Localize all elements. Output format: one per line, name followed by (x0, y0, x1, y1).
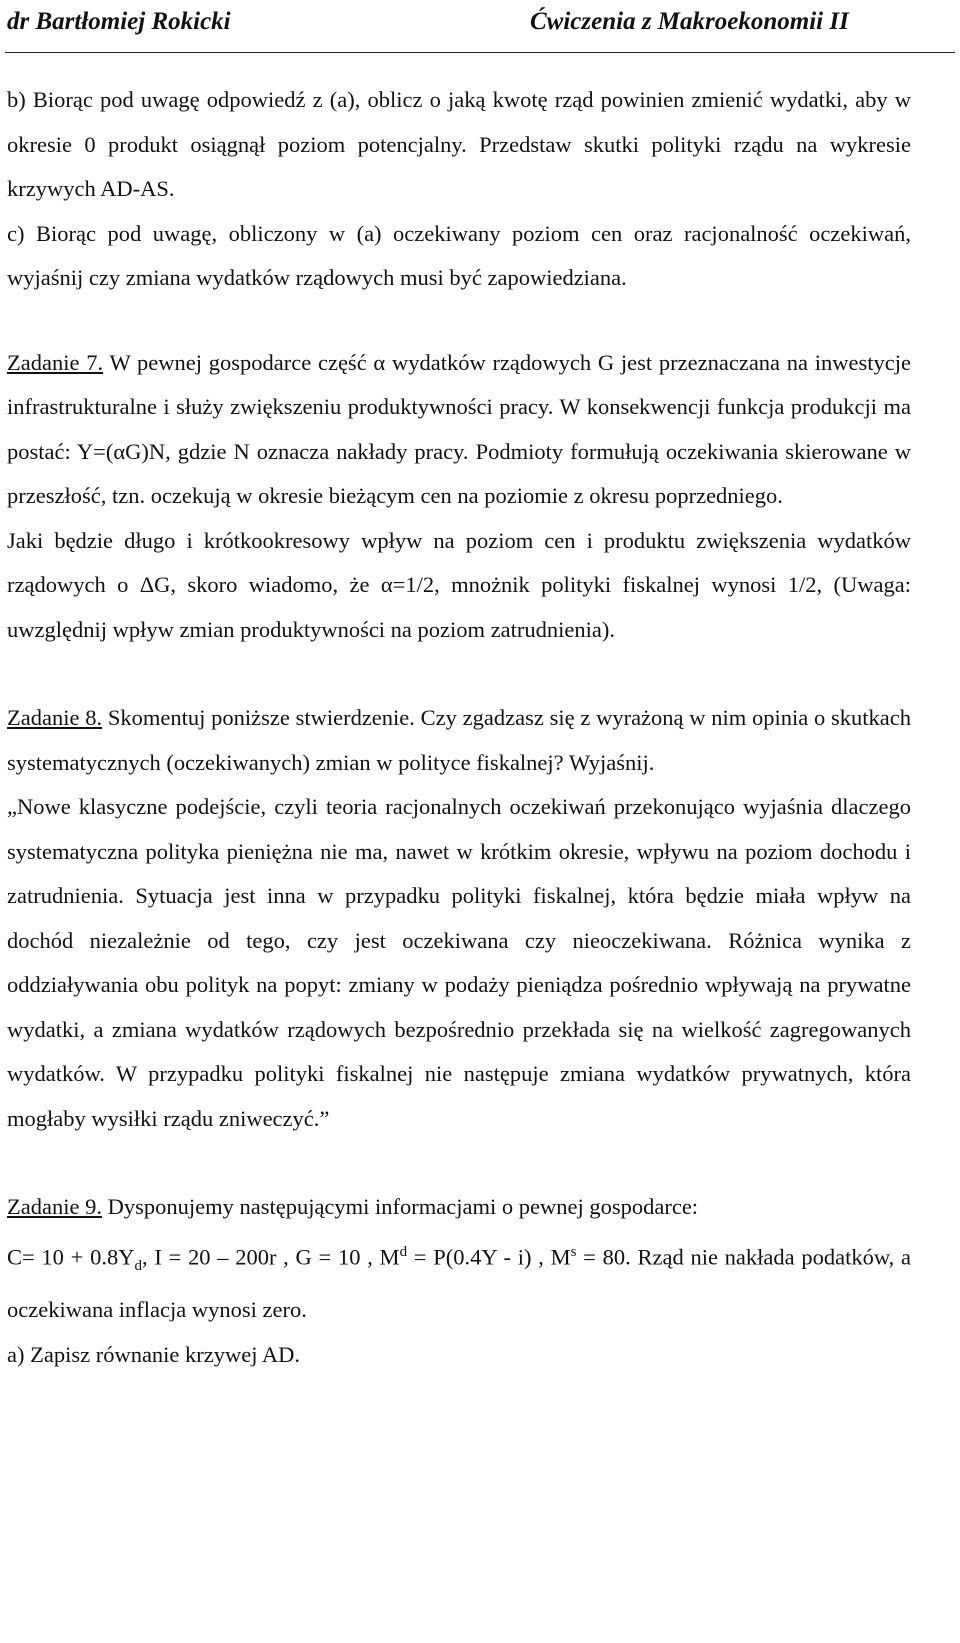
task7-label: Zadanie 7. (7, 349, 104, 375)
money-supply-superscript: s (570, 1243, 577, 1260)
money-demand-superscript: d (399, 1243, 408, 1260)
task8-intro-text: Skomentuj poniższe stwierdzenie. Czy zgadzasz się z wyrażoną w nim opinia o skutkach systematycznych (oczekiwanych) zmian w polityce fiskalnej? Wyjaśnij. (7, 705, 912, 775)
investment-government-equations: , I = 20 – 200r , G = 10 , M (141, 1244, 400, 1269)
disposable-income-subscript: d (134, 1257, 142, 1274)
page-header (0, 8, 960, 48)
task7-intro-text: W pewnej gospodarce część α wydatków rządowych G jest przeznaczana na inwestycje infrastrukturalne i służy zwiększeniu produktywności pracy. W konsekwencji funkcja produkcji ma postać: Y=(αG)N, gdzie N oznacza nakłady pracy. Podmioty formułują oczekiwania skierowane w przeszłość, tzn. oczekują w okresie bieżącym cen na poziomie z okresu poprzedniego. (7, 349, 912, 508)
task6-part-c: c) Biorąc pod uwagę, obliczony w (a) oczekiwany poziom cen oraz racjonalność oczekiwań, wyjaśnij czy zmiana wydatków rządowych musi być zapowiedziana. (7, 220, 911, 290)
header-author: dr Bartłomiej Rokicki (7, 8, 231, 35)
header-course-title: Ćwiczenia z Makroekonomii II (530, 8, 849, 35)
task9-intro-text: Dysponujemy następującymi informacjami o pewnej gospodarce: (107, 1194, 699, 1219)
task8-quote: „Nowe klasyczne podejście, czyli teoria racjonalnych oczekiwań przekonująco wyjaśnia dlaczego systematyczna polityka pieniężna nie ma, nawet w krótkim okresie, wpływu na poziom dochodu i zatrudnienia. Sytuacja jest inna w przypadku polityki fiskalnej, która będzie miała wpływ na dochód niezależnie od tego, czy jest oczekiwana czy nieoczekiwana. Różnica wynika z oddziaływania obu polityk na popyt: zmiany w podaży pieniądza pośrednio wpływają na prywatne wydatki, a zmiana wydatków rządowych bezpośrednio przekłada się na wielkość zagregowanych wydatków. W przypadku polityki fiskalnej nie następuje zmiana wydatków prywatnych, która mogłaby wysiłki rządu zniweczyć.” (7, 794, 911, 1131)
spacer (7, 301, 911, 341)
task9-assumptions: Rząd nie nakłada podatków, a oczekiwana inflacja wynosi zero. (7, 1244, 911, 1322)
task8-intro-paragraph (7, 696, 911, 785)
header-divider (5, 52, 955, 53)
task9-label: Zadanie 9. (7, 1194, 102, 1219)
spacer (7, 652, 911, 696)
task9-intro-paragraph (7, 1185, 911, 1230)
task6-part-b: b) Biorąc pod uwagę odpowiedź z (a), oblicz o jaką kwotę rząd powinien zmienić wydatki, aby w okresie 0 produkt osiągnął poziom potencjalny. Przedstaw skutki polityki rządu na wykresie krzywych AD-AS. (7, 87, 911, 201)
task8-label: Zadanie 8. (7, 705, 103, 730)
money-supply-equation: = 80. (576, 1244, 631, 1269)
task9-part-a: a) Zapisz równanie krzywej AD. (7, 1341, 301, 1367)
consumption-equation: C= 10 + 0.8Y (7, 1244, 135, 1269)
spacer (7, 1141, 911, 1185)
task7-intro-paragraph (7, 341, 911, 519)
task7-question: Jaki będzie długo i krótkookresowy wpływ na poziom cen i produktu zwiększenia wydatków rządowych o ΔG, skoro wiadomo, że α=1/2, mnożnik polityki fiskalnej wynosi 1/2, (Uwaga: uwzględnij wpływ zmian produktywności na poziom zatrudnienia). (7, 527, 911, 642)
task9-equations (7, 1230, 911, 1333)
money-demand-equation: = P(0.4Y - i) , M (407, 1244, 571, 1269)
document-body (7, 78, 911, 1377)
